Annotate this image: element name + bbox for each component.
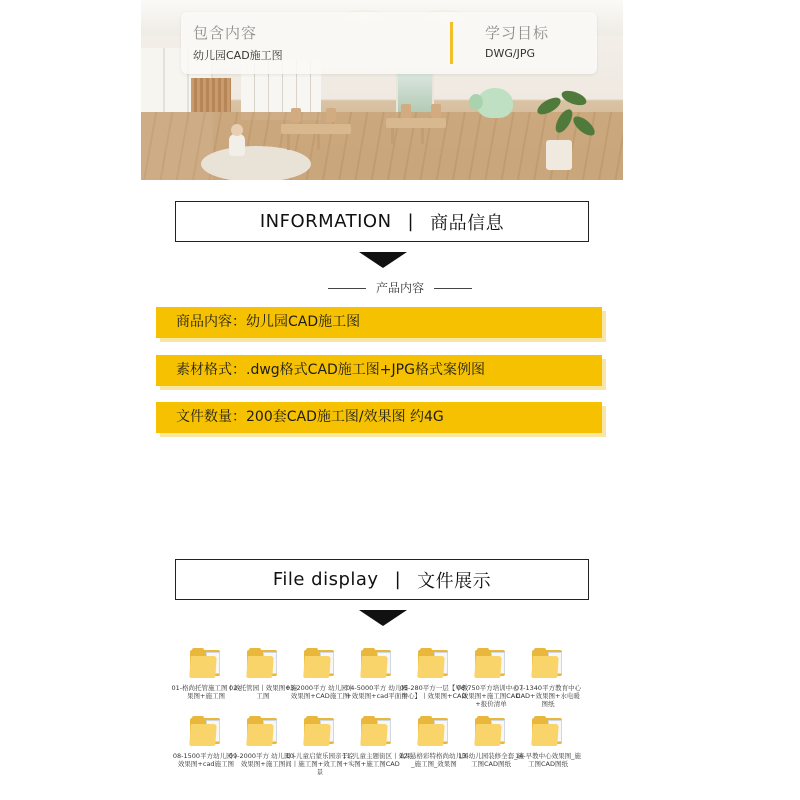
goal-column bbox=[485, 22, 549, 60]
subtitle-line-right bbox=[434, 288, 472, 289]
file-label: 01-格尚托管施工图丨效果图+施工图 bbox=[171, 684, 241, 700]
file-label: 08-1500平方幼儿园丨效果图+cad施工图 bbox=[172, 752, 240, 768]
subtitle-line-left bbox=[328, 288, 366, 289]
folder-icon bbox=[304, 716, 336, 746]
content-column bbox=[193, 22, 283, 63]
file-label: 06-750平方培训中心丨效果图+施工图CAD+报价清单 bbox=[456, 684, 526, 708]
plant-leaf bbox=[560, 88, 589, 108]
plant-pot bbox=[546, 140, 572, 170]
file-label: 12-悬格彩特格尚幼儿园_施工图_效果图 bbox=[399, 752, 469, 768]
file-label: 10-儿童启蒙乐园亲子空间丨施工图+效工图+实景 bbox=[285, 752, 355, 776]
file-label: 07-1340平方教育中心CAD+效果图+水电暖图纸 bbox=[514, 684, 582, 708]
goal-heading: 学习目标 bbox=[485, 24, 550, 42]
folder-icon bbox=[190, 716, 222, 746]
file-display-title-cn: 文件展示 bbox=[417, 570, 492, 592]
kids-table bbox=[386, 118, 446, 128]
folder-icon bbox=[361, 648, 393, 678]
folder-icon bbox=[532, 716, 564, 746]
file-label: 05-280平方一层【早教中心】丨效果图+CAD bbox=[399, 684, 469, 700]
folder-icon bbox=[304, 648, 336, 678]
file-display-header bbox=[175, 559, 589, 600]
title-separator: | bbox=[407, 211, 415, 232]
info-bar-quantity: 文件数量：200套CAD施工图/效果图 约4G bbox=[156, 402, 602, 433]
folder-icon bbox=[247, 648, 279, 678]
content-heading: 包含内容 bbox=[193, 24, 258, 42]
kids-chair bbox=[326, 108, 336, 122]
information-header bbox=[175, 201, 589, 242]
folder-icon bbox=[247, 716, 279, 746]
down-arrow-icon bbox=[359, 252, 407, 268]
file-item[interactable] bbox=[513, 648, 583, 708]
title-separator: | bbox=[394, 569, 402, 590]
file-label: 03-2000平方 幼儿园丨效果图+CAD施工图 bbox=[285, 684, 355, 700]
kids-chair bbox=[291, 108, 301, 122]
hero-info-card bbox=[181, 12, 597, 74]
file-display-title-en: File display bbox=[272, 569, 379, 590]
folder-icon bbox=[532, 648, 564, 678]
folder-icon bbox=[475, 716, 507, 746]
wood-panel bbox=[191, 78, 231, 112]
kids-chair bbox=[431, 104, 441, 118]
down-arrow-icon bbox=[359, 610, 407, 626]
product-subtitle-text: 产品内容 bbox=[375, 281, 424, 295]
round-rug bbox=[201, 146, 311, 180]
file-item[interactable] bbox=[513, 716, 583, 768]
info-bar-format: 素材格式：.dwg格式CAD施工图+JPG格式案例图 bbox=[156, 355, 602, 386]
info-bar-content: 商品内容：幼儿园CAD施工图 bbox=[156, 307, 602, 338]
kids-chair bbox=[401, 104, 411, 118]
file-label: 14-早教中心效果图_施工图CAD图纸 bbox=[515, 752, 581, 768]
file-label: 09-2000平方 幼儿园丨效果图+施工图 bbox=[228, 752, 298, 768]
file-label: 02-托管园丨效果图+施工图 bbox=[228, 684, 298, 700]
folder-icon bbox=[475, 648, 507, 678]
folder-icon bbox=[190, 648, 222, 678]
file-label: 13-幼儿园装修全套_施工图CAD图纸 bbox=[458, 752, 524, 768]
folder-icon bbox=[418, 648, 450, 678]
file-label: 04-5000平方 幼儿园+效果图+cad平面图 bbox=[346, 684, 408, 700]
file-label: 11-儿童主题街区丨效果图+施工图CAD bbox=[342, 752, 412, 768]
information-title-cn: 商品信息 bbox=[430, 212, 505, 234]
child-figure bbox=[229, 134, 245, 156]
goal-value: DWG/JPG bbox=[485, 47, 535, 60]
card-divider bbox=[450, 22, 453, 64]
folder-icon bbox=[361, 716, 393, 746]
elephant-decoration-icon bbox=[477, 88, 513, 118]
content-value: 幼儿园CAD施工图 bbox=[193, 49, 283, 62]
folder-icon bbox=[418, 716, 450, 746]
product-subtitle bbox=[0, 279, 800, 296]
information-title-en: INFORMATION bbox=[259, 211, 392, 232]
kids-table bbox=[281, 124, 351, 134]
